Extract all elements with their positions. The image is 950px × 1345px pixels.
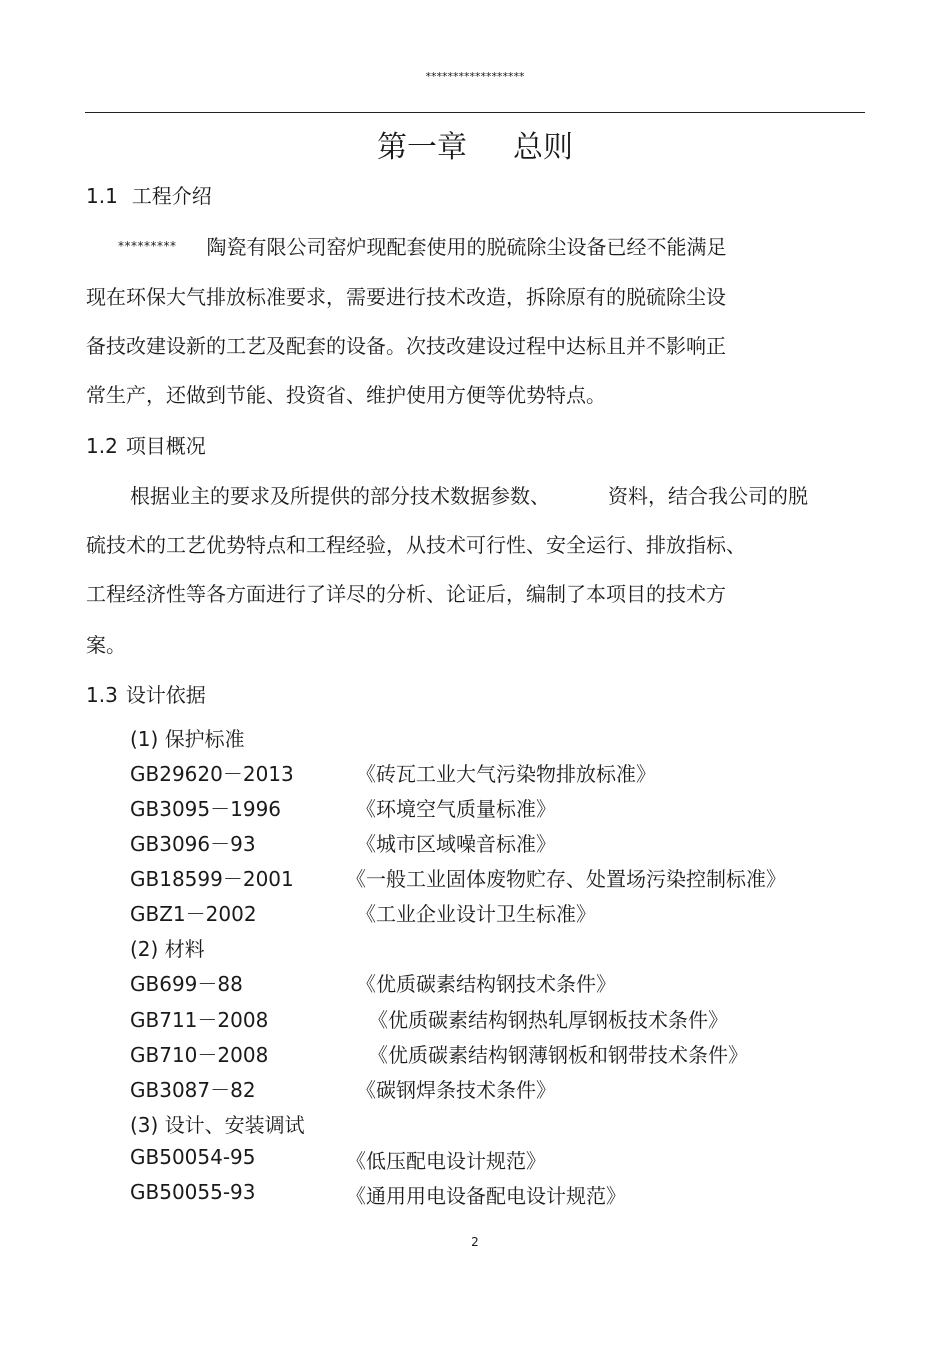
group-heading: (2) 材料 (130, 937, 205, 961)
group-heading: (1) 保护标准 (130, 727, 245, 751)
paragraph-line: 现在环保大气排放标准要求，需要进行技术改造，拆除原有的脱硫除尘设 (86, 285, 726, 309)
page-number: 2 (471, 1235, 479, 1249)
standard-name: 《城市区域噪音标准》 (356, 832, 556, 856)
standard-code: GB710－2008 (130, 1043, 269, 1067)
header-divider (85, 112, 865, 113)
chapter-title (0, 122, 950, 166)
standard-code: GB29620－2013 (130, 762, 294, 786)
paragraph-line: 案。 (86, 633, 126, 657)
paragraph-text: 资料，结合我公司的脱 (608, 484, 808, 508)
chapter-title-right: 总则 (513, 130, 573, 165)
standard-code: GBZ1－2002 (130, 902, 257, 926)
paragraph-line: 工程经济性等各方面进行了详尽的分析、论证后，编制了本项目的技术方 (86, 582, 726, 606)
paragraph-text: 根据业主的要求及所提供的部分技术数据参数、 (130, 484, 550, 508)
section-heading-1-2 (86, 430, 206, 459)
standard-name: 《低压配电设计规范》 (346, 1149, 546, 1173)
paragraph-line: 硫技术的工艺优势特点和工程经验，从技术可行性、安全运行、排放指标、 (86, 533, 746, 557)
standard-code: GB3087－82 (130, 1078, 256, 1102)
standard-name: 《一般工业固体废物贮存、处置场污染控制标准》 (346, 867, 786, 891)
standard-code: GB3095－1996 (130, 797, 282, 821)
standard-code: GB50054-95 (130, 1145, 256, 1169)
standard-code: GB18599－2001 (130, 867, 294, 891)
standard-name: 《通用用电设备配电设计规范》 (346, 1184, 626, 1208)
section-title: 工程介绍 (131, 184, 212, 208)
section-number: 1.3 (86, 683, 118, 707)
standard-code: GB50055-93 (130, 1180, 256, 1204)
standard-code: GB699－88 (130, 972, 243, 996)
chapter-title-left: 第一章 (377, 130, 467, 165)
section-title: 设计依据 (125, 683, 206, 707)
paragraph-text: 陶瓷有限公司窑炉现配套使用的脱硫除尘设备已经不能满足 (206, 235, 727, 259)
section-heading-1-3 (86, 679, 206, 708)
group-heading: (3) 设计、安装调试 (130, 1113, 305, 1137)
paragraph-line: 备技改建设新的工艺及配套的设备。次技改建设过程中达标且并不影响正 (86, 334, 726, 358)
standard-code: GB3096－93 (130, 832, 256, 856)
standard-name: 《砖瓦工业大气污染物排放标准》 (356, 762, 656, 786)
standard-name: 《环境空气质量标准》 (356, 797, 556, 821)
standard-name: 《工业企业设计卫生标准》 (356, 902, 596, 926)
standard-name: 《碳钢焊条技术条件》 (356, 1078, 556, 1102)
section-title: 项目概况 (125, 434, 206, 458)
standard-name: 《优质碳素结构钢热轧厚钢板技术条件》 (368, 1008, 728, 1032)
paragraph-line: 常生产，还做到节能、投资省、维护使用方便等优势特点。 (86, 383, 606, 407)
standard-code: GB711－2008 (130, 1008, 269, 1032)
standard-name: 《优质碳素结构钢薄钢板和钢带技术条件》 (368, 1043, 748, 1067)
section-heading-1-1 (86, 180, 212, 209)
section-number: 1.1 (86, 184, 118, 208)
paragraph-line (118, 231, 727, 260)
standard-name: 《优质碳素结构钢技术条件》 (356, 972, 616, 996)
section-number: 1.2 (86, 434, 118, 458)
redacted-company-name: ********* (118, 239, 177, 253)
paragraph-line (130, 480, 808, 509)
header-mark: ****************** (425, 70, 525, 83)
